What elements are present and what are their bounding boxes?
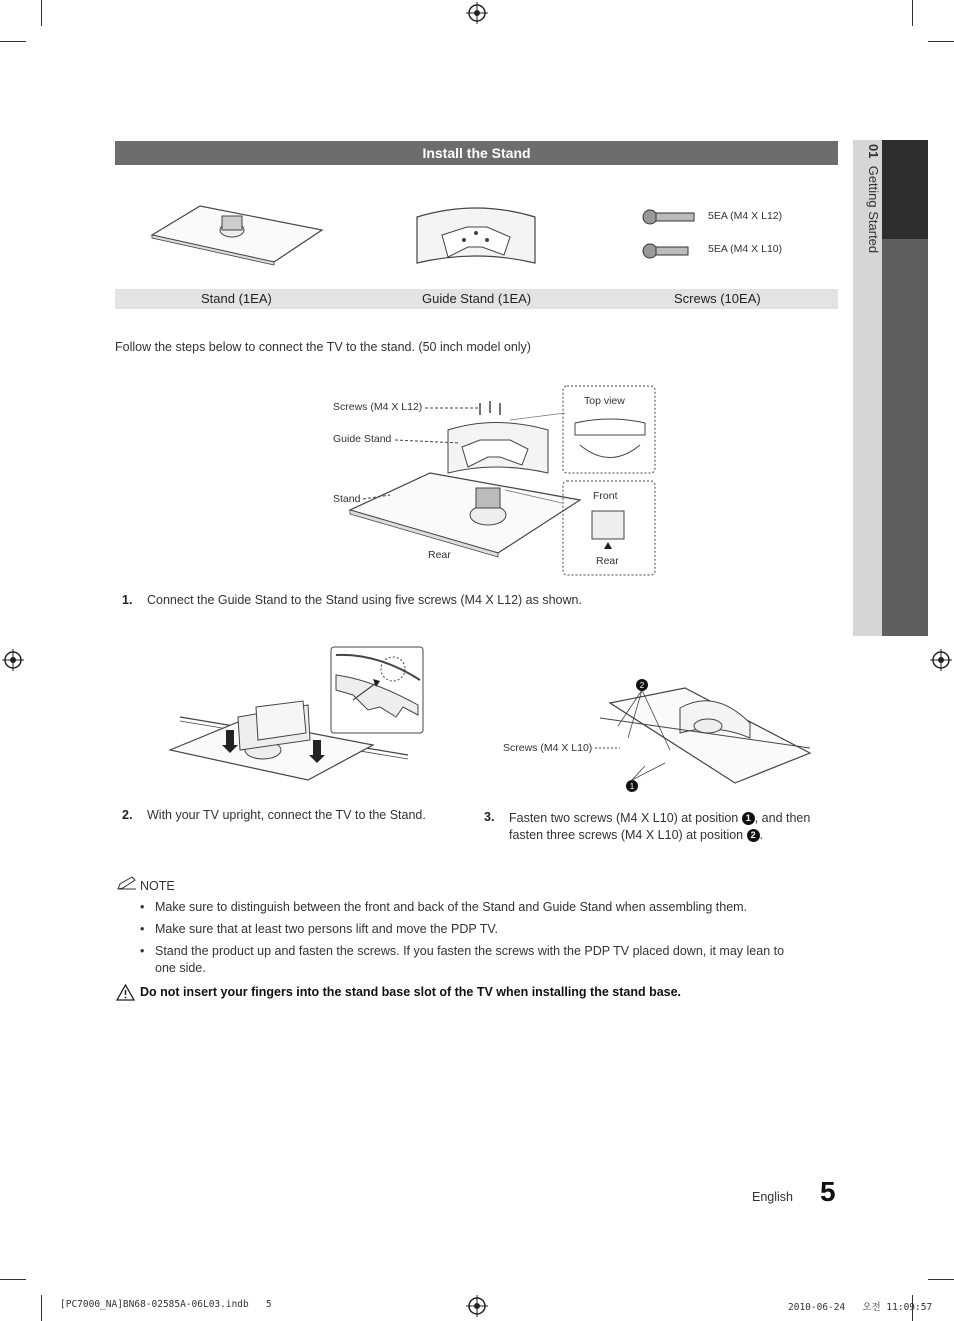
crop-mark: [0, 1279, 26, 1280]
note-bullet: •: [140, 944, 145, 958]
registration-mark-icon: [2, 649, 24, 671]
step-3-text: [509, 810, 839, 844]
chapter-number: 01: [866, 144, 881, 159]
fig1-topview-label: Top view: [584, 395, 625, 407]
footer-timestamp: 2010-06-24 오전 11:09:57: [788, 1302, 933, 1313]
intro-text: Follow the steps below to connect the TV to the stand. (50 inch model only): [115, 340, 531, 354]
fig1-screws-label: Screws (M4 X L12): [333, 401, 423, 413]
registration-mark-icon: [930, 649, 952, 671]
position-2-badge: 2: [747, 829, 760, 842]
warning-text: Do not insert your fingers into the stand base slot of the TV when installing the stand base.: [140, 985, 682, 999]
fig3-pos1-marker: 1: [629, 782, 635, 791]
assembly-figure-1: [330, 385, 660, 580]
crop-mark: [0, 41, 26, 42]
pencil-note-icon: [116, 876, 138, 892]
note-bullet: •: [140, 900, 145, 914]
screws-illustration: [640, 205, 700, 267]
section-title: Install the Stand: [115, 141, 838, 165]
sidebar-chapter-title: [853, 140, 882, 440]
note-item-3: Stand the product up and fasten the screws. If you fasten the screws with the PDP TV placed down, it may lean to: [155, 944, 785, 958]
sidebar-tab-mid: [882, 239, 928, 636]
step-3-part3: fasten three screws (M4 X L10) at position: [509, 828, 747, 842]
footer-language: English: [752, 1190, 793, 1204]
fig3-pos2-marker: 2: [639, 681, 645, 690]
fig1-rear2-label: Rear: [596, 555, 619, 567]
stand-label: Stand (1EA): [201, 291, 272, 306]
guide-stand-illustration: [412, 205, 540, 270]
step-1-number: 1.: [122, 593, 133, 607]
registration-mark-icon: [466, 2, 488, 24]
screws-label: Screws (10EA): [674, 291, 761, 306]
step-2-text: With your TV upright, connect the TV to the Stand.: [147, 808, 426, 822]
step-1-text: Connect the Guide Stand to the Stand using five screws (M4 X L12) as shown.: [147, 593, 582, 607]
chapter-title: Getting Started: [866, 165, 881, 254]
stand-illustration: [150, 200, 325, 270]
crop-mark: [928, 41, 954, 42]
assembly-figure-3: [590, 668, 815, 798]
fig3-screws-label: Screws (M4 X L10): [503, 742, 593, 754]
note-item-2: Make sure that at least two persons lift and move the PDP TV.: [155, 922, 499, 936]
crop-mark: [41, 0, 42, 26]
position-1-badge: 1: [742, 812, 755, 825]
sidebar-tab-dark: [882, 140, 928, 239]
note-item-3-continued: one side.: [155, 961, 206, 975]
warning-triangle-icon: [116, 984, 135, 1001]
footer-file-name: [PC7000_NA]BN68-02585A-06L03.indb 5: [60, 1299, 272, 1310]
screw-spec-l12: 5EA (M4 X L12): [708, 210, 783, 222]
fig1-rear-label: Rear: [428, 549, 451, 561]
note-label: NOTE: [140, 879, 175, 893]
step-3-part1: Fasten two screws (M4 X L10) at position: [509, 811, 742, 825]
step-3-number: 3.: [484, 810, 495, 824]
crop-mark: [41, 1295, 42, 1321]
screw-spec-l10: 5EA (M4 X L10): [708, 243, 783, 255]
fig1-stand-label: Stand: [333, 493, 361, 505]
crop-mark: [912, 0, 913, 26]
step-2-number: 2.: [122, 808, 133, 822]
step-3-part2: , and then: [754, 811, 811, 825]
parts-label-bar: [115, 289, 838, 309]
guide-stand-label: Guide Stand (1EA): [422, 291, 532, 306]
page-number: 5: [820, 1176, 836, 1207]
note-bullet: •: [140, 922, 145, 936]
note-item-1: Make sure to distinguish between the front and back of the Stand and Guide Stand when assembling them.: [155, 900, 748, 914]
assembly-figure-2: [168, 645, 428, 790]
fig1-front-label: Front: [593, 490, 618, 502]
fig1-guide-label: Guide Stand: [333, 433, 392, 445]
crop-mark: [928, 1279, 954, 1280]
registration-mark-icon: [466, 1295, 488, 1317]
step-3-part4: .: [759, 828, 764, 842]
